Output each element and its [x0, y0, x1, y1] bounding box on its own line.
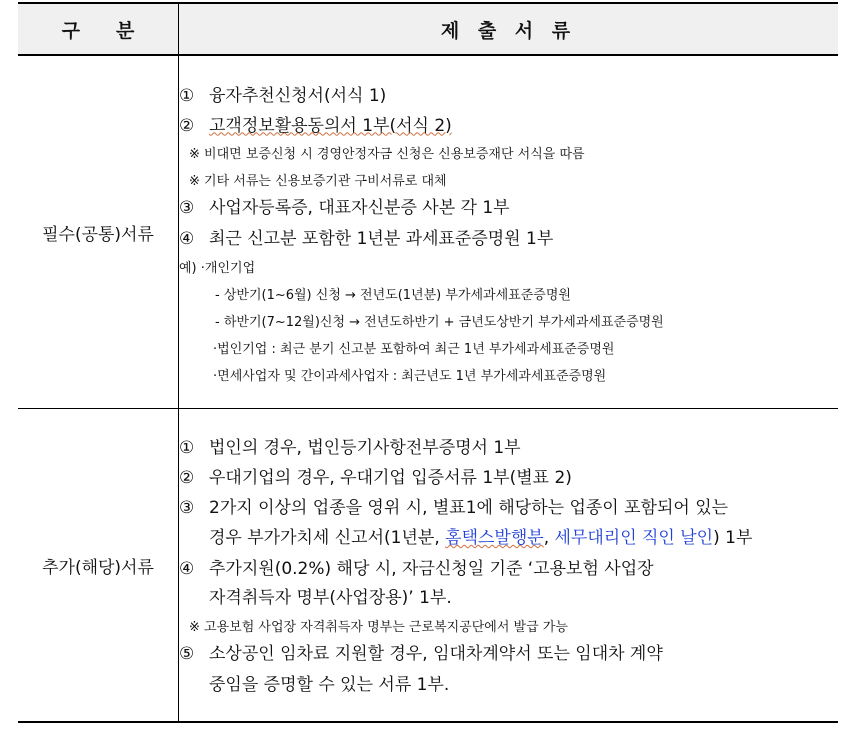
header-documents	[179, 3, 839, 55]
tax-agent-text: 세무대리인 직인 날인	[554, 528, 714, 548]
list-item-continuation: 중임을 증명할 수 있는 서류 1부.	[209, 675, 450, 695]
list-item: ① 융자추천신청서(서식 1)	[179, 85, 387, 106]
list-item: ① 법인의 경우, 법인등기사항전부증명서 1부	[179, 438, 521, 458]
hometax-link-text: 홈택스발행분	[445, 528, 544, 548]
list-item-continuation: 자격취득자 명부(사업장용)’ 1부.	[209, 588, 452, 608]
header-category-char-1: 구	[61, 19, 80, 42]
list-item-continuation: 경우 부가가치세 신고서(1년분, 홈택스발행분, 세무대리인 직인 날인) 1부	[209, 528, 753, 548]
list-item: ④ 추가지원(0.2%) 해당 시, 자금신청일 기준 ‘고용보험 사업장	[179, 559, 654, 579]
dash-line: - 하반기(7~12월)신청 → 전년도하반기 + 금년도상반기 부가세과세표준증명원	[215, 314, 664, 330]
header-category	[18, 3, 179, 55]
note-line: ※ 기타 서류는 신용보증기관 구비서류로 대체	[189, 173, 447, 189]
document-table	[18, 2, 838, 723]
list-item: ② 우대기업의 경우, 우대기업 입증서류 1부(별표 2)	[179, 468, 572, 488]
list-item: ② 고객정보활용동의서 1부(서식 2)	[179, 115, 452, 136]
example-line: 예) ·개인기업	[179, 260, 256, 276]
header-documents-label: 제 출 서 류	[440, 19, 577, 42]
section-required-category: 필수(공통)서류	[18, 55, 179, 409]
section-additional-row	[18, 409, 838, 723]
section-additional-category: 추가(해당)서류	[18, 409, 179, 723]
section-required-body	[179, 55, 839, 409]
note-line: ※ 고용보험 사업장 자격취득자 명부는 근로복지공단에서 발급 가능	[189, 620, 568, 635]
section-required-row	[18, 55, 838, 409]
bullet-line: ·법인기업 : 최근 분기 신고분 포함하여 최근 1년 부가세과세표준증명원	[213, 341, 615, 357]
list-item: ③ 2가지 이상의 업종을 영위 시, 별표1에 해당하는 업종이 포함되어 있는	[179, 498, 729, 518]
list-item: ④ 최근 신고분 포함한 1년분 과세표준증명원 1부	[179, 228, 554, 249]
bullet-line: ·면세사업자 및 간이과세사업자 : 최근년도 1년 부가세과세표준증명원	[213, 368, 607, 384]
list-item: ③ 사업자등록증, 대표자신분증 사본 각 1부	[179, 197, 510, 218]
list-item: ⑤ 소상공인 임차료 지원할 경우, 임대차계약서 또는 임대차 계약	[179, 644, 663, 664]
dash-line: - 상반기(1~6월) 신청 → 전년도(1년분) 부가세과세표준증명원	[215, 287, 571, 303]
table-header-row	[18, 3, 838, 55]
header-category-char-2: 분	[116, 19, 135, 42]
section-additional-body	[179, 409, 839, 723]
note-line: ※ 비대면 보증신청 시 경영안정자금 신청은 신용보증재단 서식을 따름	[189, 146, 585, 162]
